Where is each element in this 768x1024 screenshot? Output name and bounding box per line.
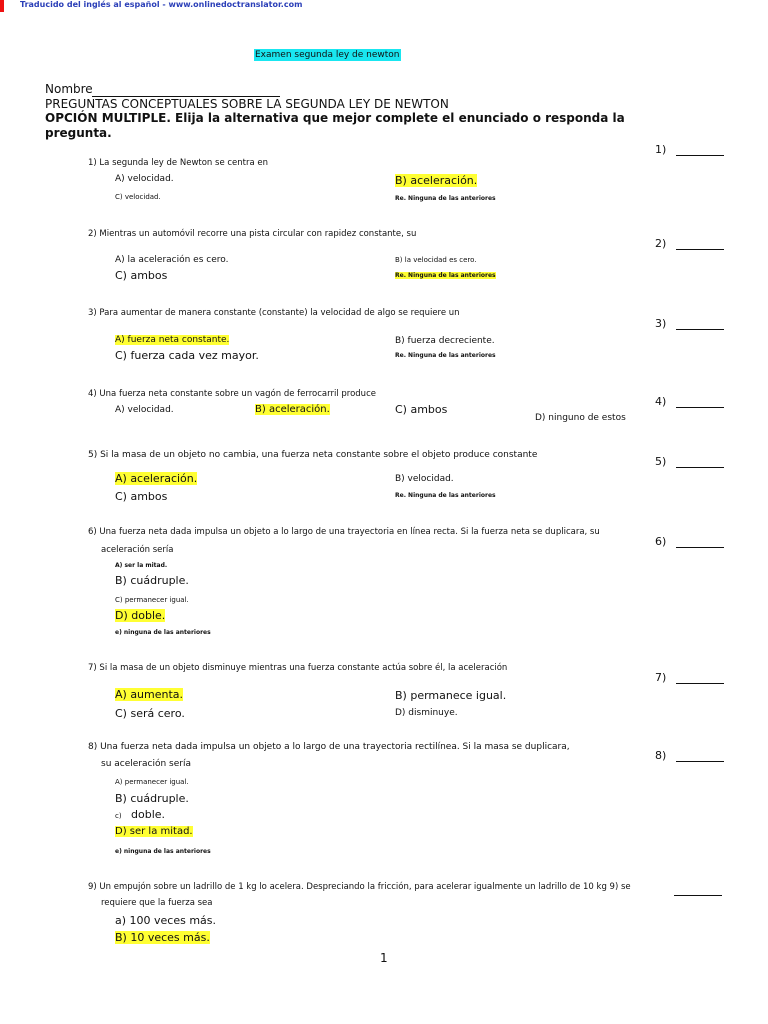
q3-option-d: Re. Ninguna de las anteriores [395, 352, 496, 359]
question-1-text: 1) La segunda ley de Newton se centra en [88, 158, 269, 168]
q2-option-d: Re. Ninguna de las anteriores [395, 272, 496, 279]
q6-option-d: D) doble. [115, 609, 166, 622]
question-3-text: 3) Para aumentar de manera constante (constante) la velocidad de algo se requiere un [88, 308, 460, 318]
question-2-text: 2) Mientras un automóvil recorre una pista circular con rapidez constante, su [88, 229, 417, 239]
q1-option-d: Re. Ninguna de las anteriores [395, 195, 496, 202]
question-8-text: 8) Una fuerza neta dada impulsa un objeto a lo largo de una trayectoria rectilínea. Si la masa se duplicara, [88, 742, 570, 752]
answer-3-blank[interactable] [676, 329, 724, 330]
q1-option-a: A) velocidad. [115, 174, 174, 184]
banner-icon [0, 0, 4, 12]
question-6-text-cont: aceleración sería [101, 545, 174, 555]
question-8-text-cont: su aceleración sería [101, 759, 191, 769]
question-9-text-cont: requiere que la fuerza sea [101, 898, 213, 908]
page-number: 1 [380, 951, 388, 965]
q1-option-c: C) velocidad. [115, 193, 161, 201]
nombre-label: Nombre [45, 82, 93, 96]
answer-7-blank[interactable] [676, 683, 724, 684]
answer-7-label: 7) [655, 671, 667, 684]
heading-conceptual: PREGUNTAS CONCEPTUALES SOBRE LA SEGUNDA LEY DE NEWTON [45, 97, 449, 111]
question-9-text: 9) Un empujón sobre un ladrillo de 1 kg lo acelera. Despreciando la fricción, para acelerar igualmente un ladrillo de 10 kg 9) se [88, 882, 631, 892]
answer-8-blank[interactable] [676, 761, 724, 762]
answer-3-label: 3) [655, 317, 667, 330]
q6-option-c: C) permanecer igual. [115, 596, 189, 604]
q7-option-b: B) permanece igual. [395, 689, 507, 702]
answer-2-blank[interactable] [676, 249, 724, 250]
answer-1-label: 1) [655, 143, 667, 156]
question-4-text: 4) Una fuerza neta constante sobre un vagón de ferrocarril produce [88, 389, 376, 399]
q7-option-a: A) aumenta. [115, 688, 184, 701]
q2-option-c: C) ambos [115, 269, 168, 282]
q8-option-a: A) permanecer igual. [115, 778, 189, 786]
answer-9-blank[interactable] [674, 895, 722, 896]
q7-option-d: D) disminuye. [395, 708, 458, 718]
q9-option-b: B) 10 veces más. [115, 931, 210, 944]
q7-option-c: C) será cero. [115, 707, 185, 720]
q4-option-d: D) ninguno de estos [535, 413, 626, 423]
q8-option-c: doble. [131, 808, 166, 821]
q8-option-d: D) ser la mitad. [115, 826, 193, 837]
q8-option-e: e) ninguna de las anteriores [115, 848, 211, 855]
banner-text: Traducido del inglés al español - www.onlinedoctranslator.com [20, 0, 303, 9]
q5-option-c: C) ambos [115, 490, 168, 503]
q4-option-b: B) aceleración. [255, 404, 330, 415]
answer-1-blank[interactable] [676, 155, 724, 156]
q8-option-c-prefix: c) [115, 812, 122, 820]
q1-option-b: B) aceleración. [395, 174, 478, 187]
question-5-text: 5) Si la masa de un objeto no cambia, una fuerza neta constante sobre el objeto produce constante [88, 450, 538, 460]
heading-option [45, 111, 625, 141]
q6-option-a: A) ser la mitad. [115, 562, 168, 569]
heading-option-line2: pregunta. [45, 126, 112, 140]
answer-4-label: 4) [655, 395, 667, 408]
q2-option-a: A) la aceleración es cero. [115, 255, 229, 265]
q3-option-a: A) fuerza neta constante. [115, 335, 230, 345]
q9-option-a: a) 100 veces más. [115, 914, 217, 927]
q3-option-b: B) fuerza decreciente. [395, 336, 495, 346]
translation-banner [0, 0, 768, 14]
q5-option-d: Re. Ninguna de las anteriores [395, 492, 496, 499]
heading-option-line1: OPCIÓN MULTIPLE. Elija la alternativa que mejor complete el enunciado o responda la [45, 111, 625, 125]
page-title: Examen segunda ley de newton [255, 50, 400, 60]
q3-option-c: C) fuerza cada vez mayor. [115, 349, 259, 362]
answer-5-blank[interactable] [676, 467, 724, 468]
answer-6-blank[interactable] [676, 547, 724, 548]
q4-option-a: A) velocidad. [115, 405, 174, 415]
answer-6-label: 6) [655, 535, 667, 548]
q5-option-b: B) velocidad. [395, 474, 454, 484]
question-7-text: 7) Si la masa de un objeto disminuye mientras una fuerza constante actúa sobre él, la aceleración [88, 663, 508, 673]
q6-option-b: B) cuádruple. [115, 574, 189, 587]
q6-option-e: e) ninguna de las anteriores [115, 629, 211, 636]
answer-8-label: 8) [655, 749, 667, 762]
q8-option-b: B) cuádruple. [115, 792, 189, 805]
q2-option-b: B) la velocidad es cero. [395, 256, 477, 264]
q4-option-c: C) ambos [395, 403, 448, 416]
answer-4-blank[interactable] [676, 407, 724, 408]
answer-2-label: 2) [655, 237, 667, 250]
question-6-text: 6) Una fuerza neta dada impulsa un objeto a lo largo de una trayectoria en línea recta. Si la fuerza neta se duplicara, su [88, 527, 600, 537]
q5-option-a: A) aceleración. [115, 472, 198, 485]
answer-5-label: 5) [655, 455, 667, 468]
